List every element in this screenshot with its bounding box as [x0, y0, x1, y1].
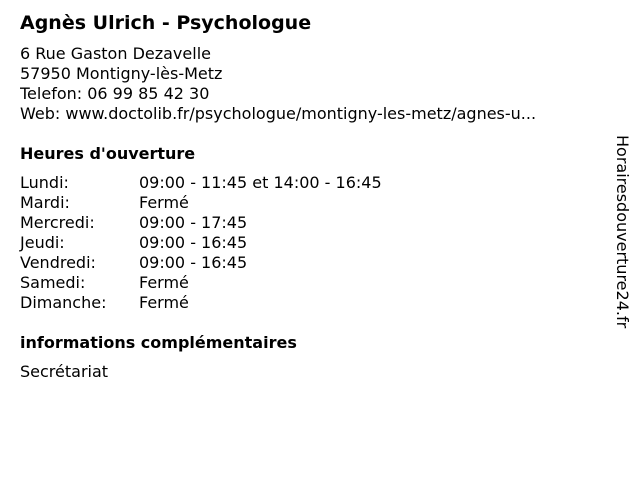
day-label: Dimanche: — [20, 293, 107, 312]
day-label: Jeudi: — [20, 233, 65, 252]
hours-value: Fermé — [139, 293, 189, 312]
hours-value: 09:00 - 11:45 et 14:00 - 16:45 — [139, 173, 382, 192]
phone-line: Telefon: 06 99 85 42 30 — [20, 84, 210, 103]
hours-row-thursday — [20, 233, 600, 253]
address-line-2: 57950 Montigny-lès-Metz — [20, 64, 223, 83]
day-label: Vendredi: — [20, 253, 96, 272]
business-title: Agnès Ulrich - Psychologue — [20, 12, 312, 34]
hours-row-tuesday — [20, 193, 600, 213]
info-text: Secrétariat — [20, 362, 109, 381]
day-label: Mercredi: — [20, 213, 95, 232]
side-brand-label: Horairesdouverture24.fr — [613, 135, 632, 329]
hours-row-wednesday — [20, 213, 600, 233]
hours-value: Fermé — [139, 193, 189, 212]
hours-value: 09:00 - 17:45 — [139, 213, 248, 232]
hours-row-sunday — [20, 293, 600, 313]
hours-heading: Heures d'ouverture — [20, 144, 196, 163]
hours-value: 09:00 - 16:45 — [139, 253, 248, 272]
info-heading: informations complémentaires — [20, 333, 297, 352]
day-label: Lundi: — [20, 173, 69, 192]
day-label: Samedi: — [20, 273, 86, 292]
day-label: Mardi: — [20, 193, 70, 212]
address-line-1: 6 Rue Gaston Dezavelle — [20, 44, 211, 63]
web-link[interactable]: Web: www.doctolib.fr/psychologue/montigny-les-metz/agnes-u... — [20, 104, 537, 123]
hours-row-monday — [20, 173, 600, 193]
hours-value: Fermé — [139, 273, 189, 292]
hours-table — [20, 173, 600, 313]
hours-row-saturday — [20, 273, 600, 293]
hours-row-friday — [20, 253, 600, 273]
hours-value: 09:00 - 16:45 — [139, 233, 248, 252]
business-card — [20, 10, 600, 382]
